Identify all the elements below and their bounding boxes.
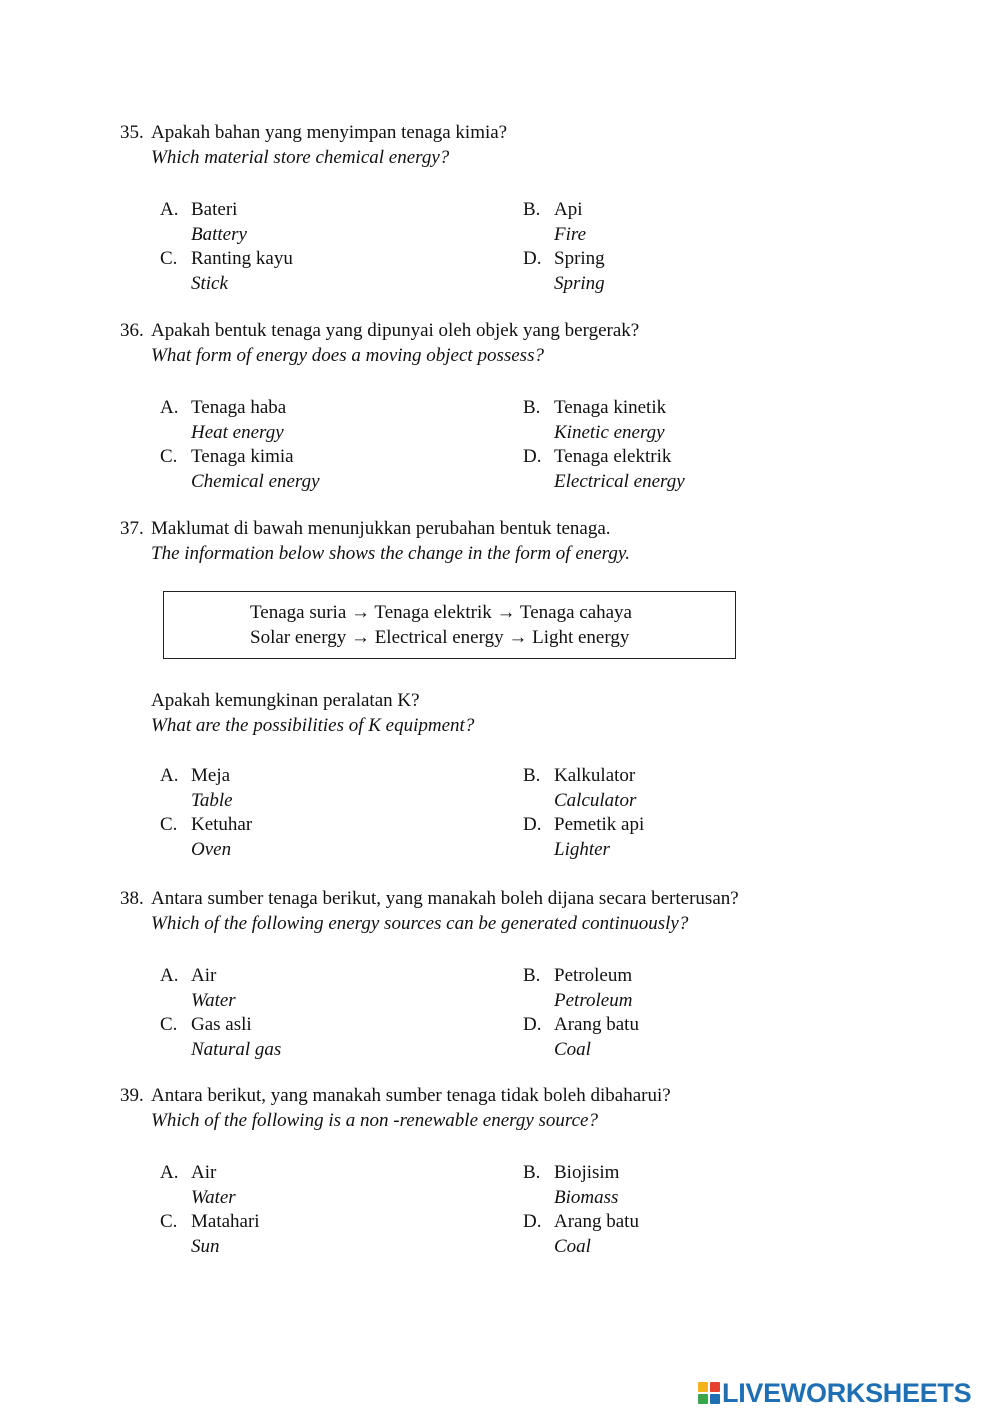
liveworksheets-logo[interactable] — [698, 1378, 971, 1408]
option-letter: C. — [160, 248, 178, 269]
option-text-ms: Gas asli — [191, 1014, 252, 1035]
option-d[interactable] — [523, 812, 644, 862]
option-b[interactable] — [523, 763, 636, 813]
option-text-ms: Api — [554, 199, 583, 220]
option-c[interactable] — [160, 812, 252, 862]
energy-chain-ms: Tenaga suria → Tenaga elektrik → Tenaga cahaya — [250, 602, 632, 623]
option-text-ms: Arang batu — [554, 1211, 639, 1232]
option-d[interactable] — [523, 1209, 639, 1259]
option-text-ms: Tenaga elektrik — [554, 446, 672, 467]
sub-question — [151, 688, 474, 738]
option-text-en: Battery — [191, 224, 247, 245]
option-text-ms: Air — [191, 1162, 217, 1183]
option-d[interactable] — [523, 246, 605, 296]
option-letter: C. — [160, 1014, 178, 1035]
question-stem — [120, 516, 820, 566]
option-text-en: Coal — [554, 1039, 591, 1060]
option-c[interactable] — [160, 1209, 260, 1259]
question-stem — [120, 886, 820, 936]
option-letter: D. — [523, 248, 542, 269]
option-text-ms: Bateri — [191, 199, 238, 220]
question-stem — [120, 318, 820, 368]
option-letter: C. — [160, 1211, 178, 1232]
question-number: 36. — [120, 320, 144, 341]
option-letter: C. — [160, 446, 178, 467]
question-text-en: The information below shows the change in the form of energy. — [151, 543, 631, 564]
liveworksheets-logo-icon — [698, 1382, 720, 1404]
option-letter: A. — [160, 199, 179, 220]
option-text-ms: Ranting kayu — [191, 248, 293, 269]
option-letter: D. — [523, 1014, 542, 1035]
option-text-ms: Air — [191, 965, 217, 986]
option-text-en: Electrical energy — [554, 471, 685, 492]
option-a[interactable] — [160, 197, 247, 247]
option-b[interactable] — [523, 1160, 619, 1210]
option-b[interactable] — [523, 963, 632, 1013]
option-text-en: Oven — [191, 839, 232, 860]
option-letter: B. — [523, 765, 541, 786]
logo-square — [698, 1394, 708, 1404]
option-text-en: Stick — [191, 273, 228, 294]
option-text-ms: Tenaga kimia — [191, 446, 294, 467]
option-d[interactable] — [523, 1012, 639, 1062]
option-letter: B. — [523, 397, 541, 418]
option-letter: A. — [160, 397, 179, 418]
option-text-ms: Arang batu — [554, 1014, 639, 1035]
option-text-ms: Tenaga haba — [191, 397, 287, 418]
options — [120, 395, 820, 495]
question-text-ms: Maklumat di bawah menunjukkan perubahan bentuk tenaga. — [151, 518, 611, 539]
option-letter: B. — [523, 1162, 541, 1183]
option-text-ms: Pemetik api — [554, 814, 645, 835]
option-letter: D. — [523, 1211, 542, 1232]
sub-question-ms: Apakah kemungkinan peralatan K? — [151, 690, 420, 711]
option-letter: A. — [160, 965, 179, 986]
option-text-en: Water — [191, 990, 236, 1011]
options — [120, 197, 820, 297]
question-text-ms: Apakah bentuk tenaga yang dipunyai oleh objek yang bergerak? — [151, 320, 640, 341]
options — [120, 963, 820, 1063]
option-text-ms: Matahari — [191, 1211, 260, 1232]
option-text-en: Coal — [554, 1236, 591, 1257]
option-text-en: Heat energy — [191, 422, 284, 443]
logo-square — [710, 1394, 720, 1404]
question-number: 35. — [120, 122, 144, 143]
question-36 — [120, 318, 820, 495]
question-37-options-wrap — [120, 736, 820, 863]
question-38 — [120, 886, 820, 1063]
option-text-en: Spring — [554, 273, 605, 294]
option-letter: A. — [160, 1162, 179, 1183]
logo-square — [710, 1382, 720, 1392]
option-text-ms: Meja — [191, 765, 231, 786]
option-text-ms: Biojisim — [554, 1162, 620, 1183]
options — [120, 763, 820, 863]
question-stem — [120, 120, 820, 170]
option-text-ms: Kalkulator — [554, 765, 636, 786]
question-text-en: What form of energy does a moving object possess? — [151, 345, 544, 366]
option-text-en: Lighter — [554, 839, 610, 860]
option-a[interactable] — [160, 763, 233, 813]
question-text-ms: Antara sumber tenaga berikut, yang manakah boleh dijana secara berterusan? — [151, 888, 739, 909]
question-35 — [120, 120, 820, 297]
question-number: 38. — [120, 888, 144, 909]
question-text-ms: Antara berikut, yang manakah sumber tenaga tidak boleh dibaharui? — [151, 1085, 671, 1106]
energy-chain-en: Solar energy → Electrical energy → Light energy — [250, 627, 630, 648]
option-letter: C. — [160, 814, 178, 835]
question-text-ms: Apakah bahan yang menyimpan tenaga kimia? — [151, 122, 508, 143]
question-text-en: Which of the following energy sources can be generated continuously? — [151, 913, 689, 934]
question-number: 39. — [120, 1085, 144, 1106]
option-text-ms: Petroleum — [554, 965, 633, 986]
option-text-en: Sun — [191, 1236, 220, 1257]
option-letter: B. — [523, 199, 541, 220]
option-b[interactable] — [523, 395, 666, 445]
question-number: 37. — [120, 518, 144, 539]
option-a[interactable] — [160, 963, 236, 1013]
options — [120, 1160, 820, 1260]
option-text-en: Kinetic energy — [554, 422, 665, 443]
option-a[interactable] — [160, 395, 286, 445]
option-c[interactable] — [160, 1012, 281, 1062]
option-text-en: Fire — [554, 224, 587, 245]
option-text-en: Water — [191, 1187, 236, 1208]
question-39 — [120, 1083, 820, 1260]
option-letter: D. — [523, 446, 542, 467]
option-text-en: Natural gas — [191, 1039, 282, 1060]
option-letter: B. — [523, 965, 541, 986]
logo-square — [698, 1382, 708, 1392]
logo-text: LIVEWORKSHEETS — [722, 1377, 972, 1408]
option-text-en: Chemical energy — [191, 471, 320, 492]
question-37 — [120, 516, 820, 566]
option-text-en: Petroleum — [554, 990, 633, 1011]
option-a[interactable] — [160, 1160, 236, 1210]
option-d[interactable] — [523, 444, 685, 494]
option-b[interactable] — [523, 197, 586, 247]
option-c[interactable] — [160, 246, 293, 296]
option-letter: A. — [160, 765, 179, 786]
energy-change-box — [163, 591, 736, 659]
option-text-en: Biomass — [554, 1187, 619, 1208]
option-text-ms: Ketuhar — [191, 814, 253, 835]
option-text-ms: Tenaga kinetik — [554, 397, 667, 418]
option-text-ms: Spring — [554, 248, 605, 269]
question-text-en: Which material store chemical energy? — [151, 147, 450, 168]
option-c[interactable] — [160, 444, 320, 494]
question-stem — [120, 1083, 820, 1133]
sub-question-en: What are the possibilities of K equipment? — [151, 715, 475, 736]
question-text-en: Which of the following is a non -renewable energy source? — [151, 1110, 598, 1131]
option-text-en: Calculator — [554, 790, 637, 811]
option-letter: D. — [523, 814, 542, 835]
option-text-en: Table — [191, 790, 233, 811]
